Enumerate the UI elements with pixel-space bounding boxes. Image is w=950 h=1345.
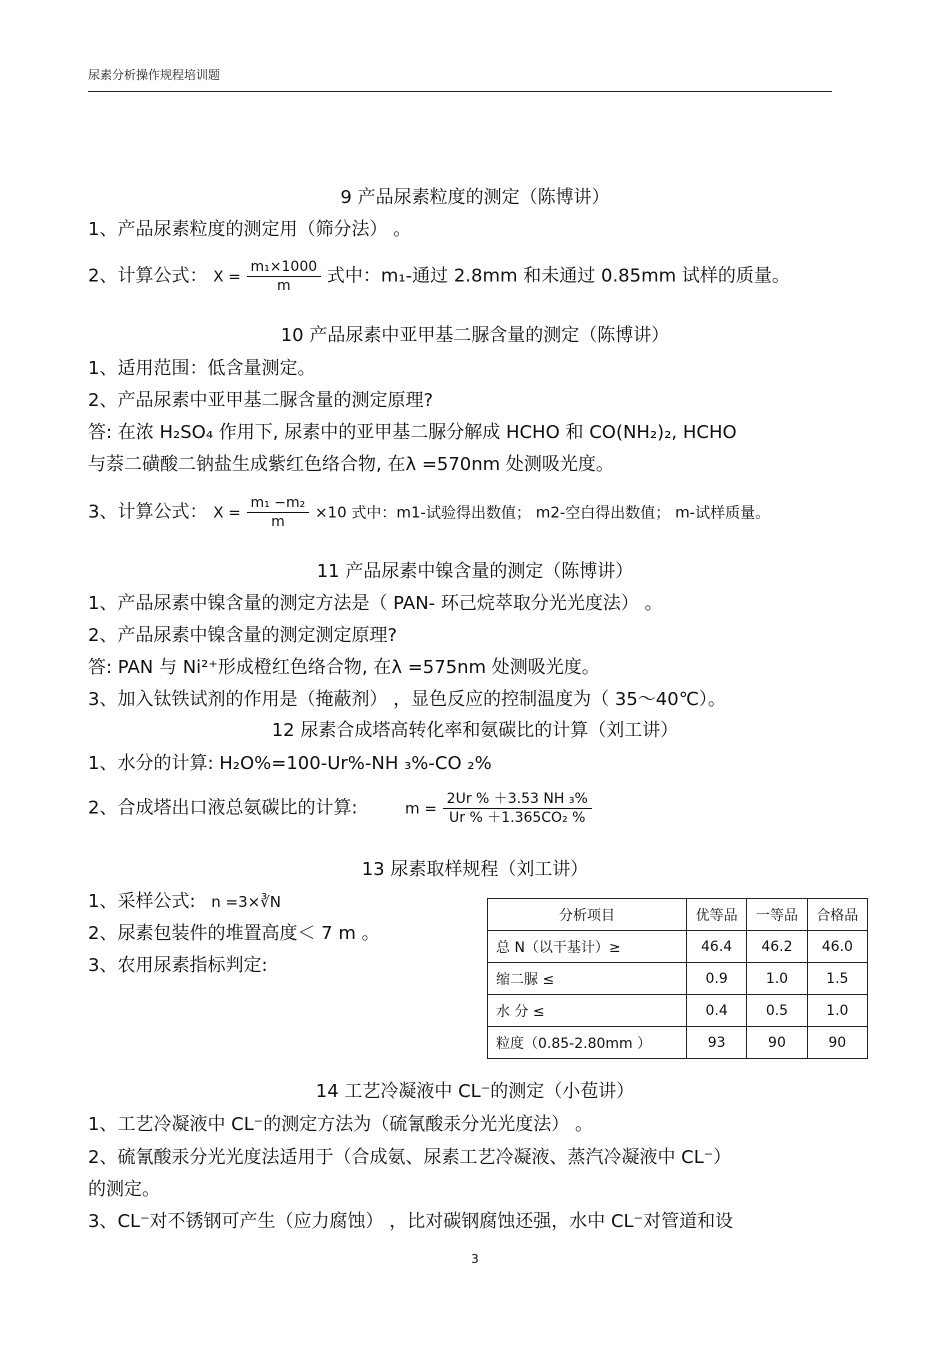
s14-q1: 1、工艺冷凝液中 CL⁻的测定方法为（硫氰酸汞分光光度法） 。 [88, 1114, 593, 1135]
s11-q1: 1、产品尿素中镍含量的测定方法是（ PAN- 环己烷萃取分光光度法） 。 [88, 593, 663, 614]
table-row [488, 1027, 868, 1059]
s13-q1-prefix: 1、采样公式: [88, 891, 196, 912]
table-header-cell: 合格品 [807, 899, 867, 931]
table-row [488, 995, 868, 1027]
table-cell: 0.5 [747, 995, 807, 1027]
s10-q3-prefix: 3、计算公式： [88, 501, 208, 523]
page-number: 3 [471, 1252, 479, 1266]
s11-a2: 答: PAN 与 Ni²⁺形成橙红色络合物, 在λ =575nm 处测吸光度。 [88, 657, 600, 678]
table-cell: 总 N（以干基计）≥ [488, 931, 687, 963]
section-12-heading: 12 尿素合成塔高转化率和氨碳比的计算（刘工讲） [271, 720, 679, 741]
table-row [488, 931, 868, 963]
s10-formula-denominator: m [271, 514, 285, 530]
s12-q2-prefix: 2、合成塔出口液总氨碳比的计算: [88, 797, 358, 819]
s9-q2-suffix: 式中：m₁-通过 2.8mm 和未通过 0.85mm 试样的质量。 [326, 265, 790, 287]
s10-q2: 2、产品尿素中亚甲基二脲含量的测定原理? [88, 390, 434, 411]
s13-q3: 3、农用尿素指标判定: [88, 955, 268, 976]
header-rule [88, 91, 832, 92]
table-cell: 0.4 [686, 995, 746, 1027]
s9-formula-denominator: m [277, 278, 291, 294]
s12-q1: 1、水分的计算: H₂O%=100-Ur%-NH ₃%-CO ₂% [88, 753, 492, 774]
table-cell: 90 [807, 1027, 867, 1059]
table-cell: 1.5 [807, 963, 867, 995]
s13-q2: 2、尿素包装件的堆置高度＜ 7 m 。 [88, 923, 380, 944]
s10-formula-fraction [247, 494, 310, 531]
table-cell: 1.0 [807, 995, 867, 1027]
s12-formula-fraction [443, 790, 592, 827]
table-cell: 46.4 [686, 931, 746, 963]
s9-q2 [88, 258, 790, 295]
s12-q2 [88, 790, 592, 827]
s9-q1: 1、产品尿素粒度的测定用（筛分法） 。 [88, 219, 412, 240]
table-cell: 0.9 [686, 963, 746, 995]
s10-q3 [88, 494, 770, 531]
s9-formula-numerator: m₁×1000 [247, 258, 322, 277]
s12-formula-numerator: 2Ur % ＋3.53 NH ₃% [443, 790, 592, 809]
s10-q3-suffix: ×10 式中：m1-试验得出数值； m2-空白得出数值； m-试样质量。 [314, 503, 771, 522]
running-header: 尿素分析操作规程培训题 [88, 68, 221, 82]
s12-formula-denominator: Ur % ＋1.365CO₂ % [449, 810, 586, 826]
s10-formula-x: X = [213, 503, 241, 522]
s11-q3: 3、加入钛铁试剂的作用是（掩蔽剂） ，显色反应的控制温度为（ 35～40℃）。 [88, 689, 726, 710]
s13-sampling-formula: n =3×∛N [211, 893, 281, 911]
table-cell: 缩二脲 ≤ [488, 963, 687, 995]
s9-q2-prefix: 2、计算公式： [88, 265, 208, 287]
table-cell: 水 分 ≤ [488, 995, 687, 1027]
s14-q3: 3、CL⁻对不锈钢可产生（应力腐蚀） ，比对碳钢腐蚀还强，水中 CL⁻对管道和设 [88, 1211, 734, 1232]
s11-q2: 2、产品尿素中镍含量的测定测定原理? [88, 625, 398, 646]
s10-a2-line2: 与萘二磺酸二钠盐生成紫红色络合物, 在λ =570nm 处测吸光度。 [88, 454, 614, 475]
s13-q1 [88, 890, 281, 914]
urea-spec-table [487, 898, 868, 1059]
table-cell: 粒度（0.85-2.80mm ） [488, 1027, 687, 1059]
s10-formula-numerator: m₁ −m₂ [247, 494, 310, 513]
table-row [488, 963, 868, 995]
section-14-heading: 14 工艺冷凝液中 CL⁻的测定（小苞讲） [315, 1081, 635, 1102]
s10-q1: 1、适用范围：低含量测定。 [88, 358, 316, 379]
section-13-heading: 13 尿素取样规程（刘工讲） [361, 859, 589, 880]
table-cell: 46.0 [807, 931, 867, 963]
section-11-heading: 11 产品尿素中镍含量的测定（陈博讲） [316, 561, 634, 582]
s14-q2-line2: 的测定。 [88, 1179, 160, 1200]
table-cell: 93 [686, 1027, 746, 1059]
table-cell: 1.0 [747, 963, 807, 995]
s12-formula-m: m = [404, 799, 437, 818]
section-10-heading: 10 产品尿素中亚甲基二脲含量的测定（陈博讲） [280, 325, 670, 346]
s10-a2-line1: 答: 在浓 H₂SO₄ 作用下, 尿素中的亚甲基二脲分解成 HCHO 和 CO(NH₂)₂, HCHO [88, 422, 737, 443]
table-cell: 90 [747, 1027, 807, 1059]
section-9-heading: 9 产品尿素粒度的测定（陈博讲） [340, 187, 610, 208]
s9-formula-fraction [247, 258, 322, 295]
table-header-cell: 优等品 [686, 899, 746, 931]
table-header-cell: 分析项目 [488, 899, 687, 931]
table-cell: 46.2 [747, 931, 807, 963]
s9-formula-x: X = [213, 267, 241, 286]
s14-q2-line1: 2、硫氰酸汞分光光度法适用于（合成氨、尿素工艺冷凝液、蒸汽冷凝液中 CL⁻） [88, 1147, 732, 1168]
table-header-cell: 一等品 [747, 899, 807, 931]
table-header-row [488, 899, 868, 931]
